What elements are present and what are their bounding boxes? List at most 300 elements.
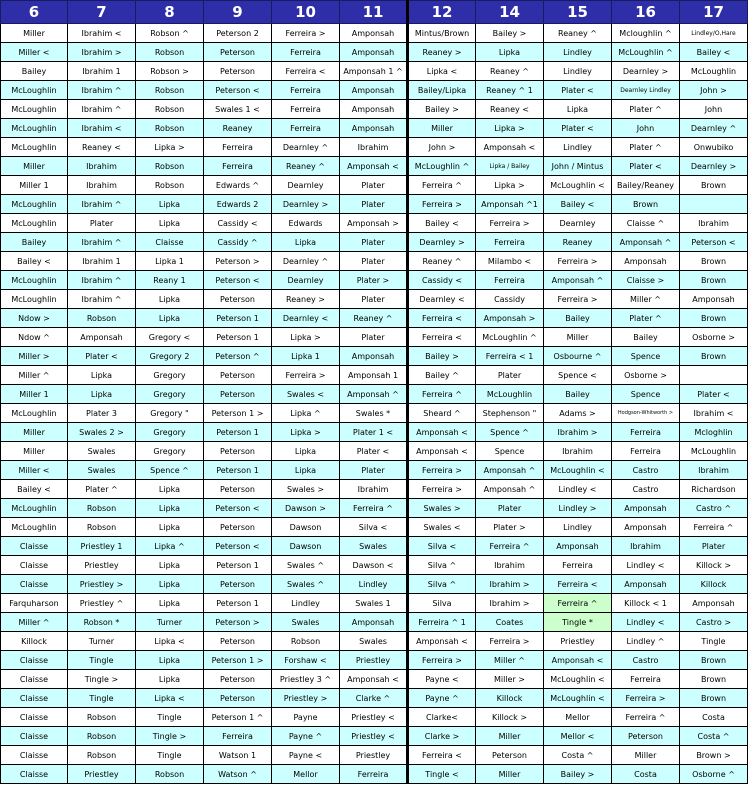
table-cell: Lipka > xyxy=(272,328,340,347)
table-cell: Swales xyxy=(340,537,408,556)
table-cell: Lindley xyxy=(544,138,612,157)
table-cell: Plater ^ xyxy=(612,138,680,157)
table-cell: Amponsah ^1 xyxy=(476,195,544,214)
table-cell: Amponsah > xyxy=(340,214,408,233)
table-cell: Hodgson-Whitworth > xyxy=(612,404,680,423)
table-cell: Robson xyxy=(68,746,136,765)
table-cell: Brown > xyxy=(680,746,748,765)
table-cell: Ferreira ^ xyxy=(340,499,408,518)
table-cell: Lindley/O,Hare xyxy=(680,24,748,43)
table-cell: John xyxy=(612,119,680,138)
table-cell: McLoughlin xyxy=(1,518,68,537)
table-cell: Dearnley < xyxy=(408,290,476,309)
table-cell: Dearnley ^ xyxy=(272,138,340,157)
table-cell: Claisse xyxy=(136,233,204,252)
column-header-7: 7 xyxy=(68,1,136,24)
table-cell: Payne < xyxy=(408,670,476,689)
table-cell: Priestley < xyxy=(340,727,408,746)
table-cell: Peterson > xyxy=(204,613,272,632)
table-cell: Reaney xyxy=(204,119,272,138)
table-cell: Gregory < xyxy=(136,328,204,347)
table-cell: Amponsah < xyxy=(408,423,476,442)
table-cell: Cassidy ^ xyxy=(204,233,272,252)
table-cell: Reaney ^ xyxy=(544,24,612,43)
table-cell: Bailey xyxy=(544,385,612,404)
table-cell: Ibrahim xyxy=(476,556,544,575)
table-cell: Ferreira xyxy=(476,233,544,252)
table-cell: Killock xyxy=(680,575,748,594)
table-cell: Swales xyxy=(68,442,136,461)
table-row xyxy=(1,518,748,537)
table-row xyxy=(1,43,748,62)
table-cell: Tingle > xyxy=(68,670,136,689)
table-cell: Miller > xyxy=(476,670,544,689)
table-cell: Clarke > xyxy=(408,727,476,746)
table-row xyxy=(1,708,748,727)
table-cell: Lindley ^ xyxy=(612,632,680,651)
table-cell: Reaney xyxy=(544,233,612,252)
table-cell: Plater 1 < xyxy=(340,423,408,442)
table-cell: Plater ^ xyxy=(612,100,680,119)
table-cell: Mellor < xyxy=(544,727,612,746)
table-cell: Castro ^ xyxy=(680,499,748,518)
table-cell: Amponsah < xyxy=(408,632,476,651)
table-cell: McLoughlin < xyxy=(544,176,612,195)
table-row xyxy=(1,537,748,556)
table-cell: Castro xyxy=(612,461,680,480)
table-cell: Amponsah xyxy=(340,347,408,366)
table-cell: Silva < xyxy=(408,537,476,556)
table-cell: Amponsah > xyxy=(476,309,544,328)
table-cell: Peterson xyxy=(204,518,272,537)
table-cell: Bailey > xyxy=(544,765,612,784)
header-row xyxy=(1,1,748,24)
table-row xyxy=(1,499,748,518)
table-row xyxy=(1,632,748,651)
table-cell: Robson xyxy=(68,727,136,746)
table-cell: Robson xyxy=(136,43,204,62)
table-cell: McLoughlin ^ xyxy=(476,328,544,347)
table-cell: Swales < xyxy=(272,385,340,404)
table-cell: Plater xyxy=(476,366,544,385)
table-cell: Lindley < xyxy=(612,556,680,575)
table-cell: Peterson 1 xyxy=(204,309,272,328)
table-cell: Ferreira > xyxy=(408,651,476,670)
table-row xyxy=(1,746,748,765)
table-cell: Plater ^ xyxy=(612,309,680,328)
table-row xyxy=(1,651,748,670)
table-cell: Plater < xyxy=(544,81,612,100)
table-cell: Peterson xyxy=(204,43,272,62)
table-cell: Plater ^ xyxy=(68,480,136,499)
table-cell: Ndow > xyxy=(1,309,68,328)
table-cell: John / Mintus xyxy=(544,157,612,176)
table-cell: Dearnley ^ xyxy=(680,119,748,138)
table-cell: Dearnley < xyxy=(272,309,340,328)
table-cell: McLoughlin < xyxy=(544,461,612,480)
table-cell: Ibrahim > xyxy=(544,423,612,442)
table-cell: Bailey < xyxy=(544,195,612,214)
table-cell: Peterson xyxy=(204,689,272,708)
table-row xyxy=(1,423,748,442)
table-cell: Lipka < xyxy=(136,632,204,651)
table-row xyxy=(1,366,748,385)
table-cell: Lipka 1 xyxy=(136,252,204,271)
table-cell: Swales > xyxy=(272,480,340,499)
column-header-6: 6 xyxy=(1,1,68,24)
table-cell: Lipka xyxy=(68,385,136,404)
table-cell: Ibrahim ^ xyxy=(68,233,136,252)
table-cell: Ibrahim ^ xyxy=(68,290,136,309)
table-cell: Swales < xyxy=(408,518,476,537)
table-cell: Onwubiko xyxy=(680,138,748,157)
table-cell: Dearnley > xyxy=(680,157,748,176)
table-cell: Peterson 1 xyxy=(204,328,272,347)
table-cell: Ibrahim xyxy=(68,176,136,195)
table-cell: Payne ^ xyxy=(272,727,340,746)
table-cell: Ferreira < 1 xyxy=(476,347,544,366)
column-header-9: 9 xyxy=(204,1,272,24)
table-cell: Amponsah xyxy=(340,43,408,62)
table-cell: Dearnley Lindley xyxy=(612,81,680,100)
table-cell: Reaney < xyxy=(68,138,136,157)
table-cell: Ferreira ^ xyxy=(408,385,476,404)
table-cell: Miller xyxy=(612,746,680,765)
table-cell: Amponsah ^ xyxy=(612,233,680,252)
table-cell: Lipka > xyxy=(476,119,544,138)
table-cell: Ferreira xyxy=(340,765,408,784)
table-cell: Coates xyxy=(476,613,544,632)
table-cell: Dearnley ^ xyxy=(272,252,340,271)
table-cell: Plater < xyxy=(68,347,136,366)
table-cell: Amponsah xyxy=(544,537,612,556)
table-cell: Ferreira > xyxy=(612,689,680,708)
table-cell: Ferreira > xyxy=(408,195,476,214)
table-cell: Amponsah 1 ^ xyxy=(340,62,408,81)
table-cell: McLoughlin ^ xyxy=(612,43,680,62)
table-cell: Peterson xyxy=(204,385,272,404)
table-cell: Mcloghlin xyxy=(680,423,748,442)
table-cell: Swales 1 xyxy=(340,594,408,613)
table-cell: Bailey ^ xyxy=(408,366,476,385)
table-cell: Plater xyxy=(340,233,408,252)
table-cell: Amponsah xyxy=(612,575,680,594)
table-cell: Ferreira ^ xyxy=(544,594,612,613)
table-cell: Swales > xyxy=(408,499,476,518)
table-cell: Robson xyxy=(136,81,204,100)
table-cell: Peterson 2 xyxy=(204,24,272,43)
table-cell: Miller 1 xyxy=(1,176,68,195)
table-cell: Peterson xyxy=(204,290,272,309)
table-cell: Ibrahim > xyxy=(68,43,136,62)
table-cell: Priestley xyxy=(340,651,408,670)
table-cell: Amponsah xyxy=(680,594,748,613)
table-cell: Lindley xyxy=(340,575,408,594)
table-cell: Lipka xyxy=(476,43,544,62)
table-cell: Dawson xyxy=(272,537,340,556)
column-header-17: 17 xyxy=(680,1,748,24)
table-cell: Amponsah xyxy=(612,252,680,271)
table-cell: Bailey < xyxy=(1,480,68,499)
table-cell: Edwards xyxy=(272,214,340,233)
table-cell: Peterson xyxy=(204,366,272,385)
table-cell: Peterson < xyxy=(204,271,272,290)
table-cell: Bailey/Reaney xyxy=(612,176,680,195)
table-cell: McLoughlin xyxy=(476,385,544,404)
table-cell: Gregory " xyxy=(136,404,204,423)
table-cell: Forshaw < xyxy=(272,651,340,670)
table-cell: McLoughlin xyxy=(1,138,68,157)
table-cell: Stephenson " xyxy=(476,404,544,423)
table-cell: Peterson 1 xyxy=(204,556,272,575)
table-cell: Reany 1 xyxy=(136,271,204,290)
table-cell: McLoughlin xyxy=(1,214,68,233)
table-cell: Ibrahim > xyxy=(476,575,544,594)
table-cell: Tingle xyxy=(68,651,136,670)
table-cell: Ferreira ^ 1 xyxy=(408,613,476,632)
table-cell: Bailey < xyxy=(680,43,748,62)
table-cell: Ferreira < xyxy=(408,309,476,328)
table-cell: Ibrahim xyxy=(612,537,680,556)
table-cell: Ferreira ^ xyxy=(612,708,680,727)
table-cell: Swales ^ xyxy=(272,556,340,575)
table-cell: Lipka xyxy=(136,195,204,214)
table-cell: Dearnley > xyxy=(408,233,476,252)
table-row xyxy=(1,214,748,233)
table-cell: Ferreira > xyxy=(408,461,476,480)
table-cell: Priestley 3 ^ xyxy=(272,670,340,689)
table-cell: Lipka / Bailey xyxy=(476,157,544,176)
table-cell: Claisse xyxy=(1,556,68,575)
column-header-8: 8 xyxy=(136,1,204,24)
table-row xyxy=(1,100,748,119)
table-cell: Priestley xyxy=(544,632,612,651)
table-row xyxy=(1,195,748,214)
table-cell: Plater < xyxy=(680,385,748,404)
table-cell: Dearnley > xyxy=(272,195,340,214)
table-cell: Lindley < xyxy=(612,613,680,632)
table-cell: Amponsah ^ xyxy=(476,461,544,480)
table-cell: Peterson < xyxy=(204,537,272,556)
table-cell: Costa xyxy=(680,708,748,727)
table-cell: Ferreira > xyxy=(544,290,612,309)
table-cell: Ibrahim < xyxy=(68,119,136,138)
table-row xyxy=(1,347,748,366)
table-row xyxy=(1,24,748,43)
table-cell: Robson xyxy=(136,119,204,138)
table-cell: Robson xyxy=(272,632,340,651)
table-cell: Watson 1 xyxy=(204,746,272,765)
table-cell: Miller xyxy=(1,24,68,43)
table-cell: Robson xyxy=(136,100,204,119)
table-row xyxy=(1,670,748,689)
table-cell: Lindley > xyxy=(544,499,612,518)
table-cell: Lipka xyxy=(272,442,340,461)
table-row xyxy=(1,594,748,613)
table-cell: McLoughlin xyxy=(1,81,68,100)
table-cell: Bailey xyxy=(612,328,680,347)
table-cell: McLoughlin ^ xyxy=(408,157,476,176)
table-row xyxy=(1,81,748,100)
table-cell: McLoughlin xyxy=(1,100,68,119)
table-cell: Edwards ^ xyxy=(204,176,272,195)
table-cell: Lipka xyxy=(136,651,204,670)
table-cell: Swales xyxy=(272,613,340,632)
table-cell: Lipka > xyxy=(272,423,340,442)
table-row xyxy=(1,575,748,594)
table-cell: Ibrahim ^ xyxy=(68,100,136,119)
table-row xyxy=(1,689,748,708)
column-header-16: 16 xyxy=(612,1,680,24)
table-cell: Reaney ^ xyxy=(408,252,476,271)
table-cell: Ferreira > xyxy=(272,24,340,43)
table-cell: Plater > xyxy=(340,271,408,290)
table-cell: Brown xyxy=(680,271,748,290)
table-cell: Dawson < xyxy=(340,556,408,575)
table-cell: Robson > xyxy=(136,62,204,81)
table-cell: Dearnley xyxy=(544,214,612,233)
table-cell: Robson xyxy=(68,499,136,518)
table-cell: Lipka xyxy=(136,309,204,328)
table-row xyxy=(1,385,748,404)
table-cell: Ibrahim < xyxy=(680,404,748,423)
table-cell: Farquharson xyxy=(1,594,68,613)
table-cell: Claisse xyxy=(1,708,68,727)
table-cell: Brown xyxy=(680,176,748,195)
table-cell: McLoughlin < xyxy=(544,689,612,708)
table-cell: Peterson xyxy=(204,575,272,594)
table-cell: Miller xyxy=(1,157,68,176)
table-cell: Amponsah xyxy=(680,290,748,309)
table-cell: Gregory xyxy=(136,385,204,404)
table-cell: Tingle xyxy=(136,746,204,765)
table-cell: Claisse xyxy=(1,689,68,708)
table-cell: McLoughlin xyxy=(1,499,68,518)
table-cell: Lipka xyxy=(68,366,136,385)
table-cell: Payne xyxy=(272,708,340,727)
table-cell: Claisse ^ xyxy=(612,214,680,233)
table-cell: Tingle xyxy=(68,689,136,708)
table-cell: Dearnley > xyxy=(612,62,680,81)
table-cell: McLoughlin xyxy=(1,119,68,138)
table-cell: Ibrahim ^ xyxy=(68,195,136,214)
table-cell: Swales * xyxy=(340,404,408,423)
table-cell: McLoughlin xyxy=(680,442,748,461)
table-cell: Mcloughlin ^ xyxy=(612,24,680,43)
table-cell: Payne < xyxy=(272,746,340,765)
table-cell: Lindley xyxy=(544,43,612,62)
table-cell: Costa ^ xyxy=(544,746,612,765)
table-cell: Ferreira > xyxy=(408,480,476,499)
table-cell: Bailey > xyxy=(476,24,544,43)
table-cell: Ibrahim xyxy=(340,480,408,499)
table-cell: Turner xyxy=(136,613,204,632)
table-cell: Swales 1 < xyxy=(204,100,272,119)
table-cell: Amponsah xyxy=(612,499,680,518)
table-cell: Miller xyxy=(544,328,612,347)
table-cell: Bailey xyxy=(1,62,68,81)
table-cell: Ferreira xyxy=(272,119,340,138)
table-row xyxy=(1,176,748,195)
table-row xyxy=(1,442,748,461)
table-cell: Edwards 2 xyxy=(204,195,272,214)
table-cell: Miller > xyxy=(1,347,68,366)
table-row xyxy=(1,309,748,328)
table-cell: Priestley > xyxy=(272,689,340,708)
table-cell: Brown xyxy=(680,651,748,670)
table-cell: Bailey > xyxy=(408,100,476,119)
table-cell: Ibrahim xyxy=(68,157,136,176)
table-cell: Plater xyxy=(340,176,408,195)
table-cell: Tingle xyxy=(680,632,748,651)
table-cell: Miller ^ xyxy=(476,651,544,670)
table-cell: John > xyxy=(408,138,476,157)
table-cell: Ferreira > xyxy=(476,214,544,233)
table-cell: Lipka xyxy=(136,480,204,499)
table-cell: McLoughlin xyxy=(680,62,748,81)
table-body xyxy=(1,24,748,784)
table-cell: Amponsah xyxy=(340,119,408,138)
table-cell: Clarke< xyxy=(408,708,476,727)
table-cell: Brown xyxy=(680,689,748,708)
table-cell: Ibrahim > xyxy=(476,594,544,613)
table-cell: Peterson 1 xyxy=(204,423,272,442)
table-cell: Ferreira xyxy=(544,556,612,575)
table-cell: Castro > xyxy=(680,613,748,632)
table-cell: Costa xyxy=(612,765,680,784)
table-cell: Lipka xyxy=(136,556,204,575)
table-cell: Lipka xyxy=(272,461,340,480)
table-cell: Claisse xyxy=(1,670,68,689)
table-cell: Peterson xyxy=(476,746,544,765)
column-header-11: 11 xyxy=(340,1,408,24)
table-cell: Dawson xyxy=(272,518,340,537)
table-row xyxy=(1,271,748,290)
table-cell: McLoughlin xyxy=(1,404,68,423)
table-cell: Ferreira ^ xyxy=(408,176,476,195)
column-header-10: 10 xyxy=(272,1,340,24)
table-cell: Tingle xyxy=(136,708,204,727)
table-cell: Amponsah ^ xyxy=(476,480,544,499)
table-cell: Gregory xyxy=(136,423,204,442)
table-cell: Ferreira xyxy=(272,100,340,119)
table-cell: Cassidy xyxy=(476,290,544,309)
table-cell: Lipka xyxy=(136,575,204,594)
table-cell: Tingle > xyxy=(136,727,204,746)
table-cell: Robson xyxy=(68,708,136,727)
table-cell: Cassidy < xyxy=(408,271,476,290)
table-cell: Miller < xyxy=(1,43,68,62)
table-cell: Castro xyxy=(612,480,680,499)
table-row xyxy=(1,328,748,347)
table-cell: Bailey < xyxy=(1,252,68,271)
column-header-15: 15 xyxy=(544,1,612,24)
table-cell: Claisse xyxy=(1,575,68,594)
table-cell: Ferreira xyxy=(272,81,340,100)
table-row xyxy=(1,461,748,480)
table-cell: Amponsah < xyxy=(544,651,612,670)
table-cell: Robson xyxy=(68,309,136,328)
table-cell: Plater < xyxy=(340,442,408,461)
table-cell: Amponsah < xyxy=(340,157,408,176)
table-cell: Reaney ^ xyxy=(476,62,544,81)
table-cell: Ferreira < xyxy=(544,575,612,594)
table-cell: McLoughlin xyxy=(1,290,68,309)
table-cell: Ibrahim < xyxy=(68,24,136,43)
table-cell: Killock > xyxy=(680,556,748,575)
table-cell: Plater xyxy=(340,195,408,214)
table-cell: Tingle * xyxy=(544,613,612,632)
